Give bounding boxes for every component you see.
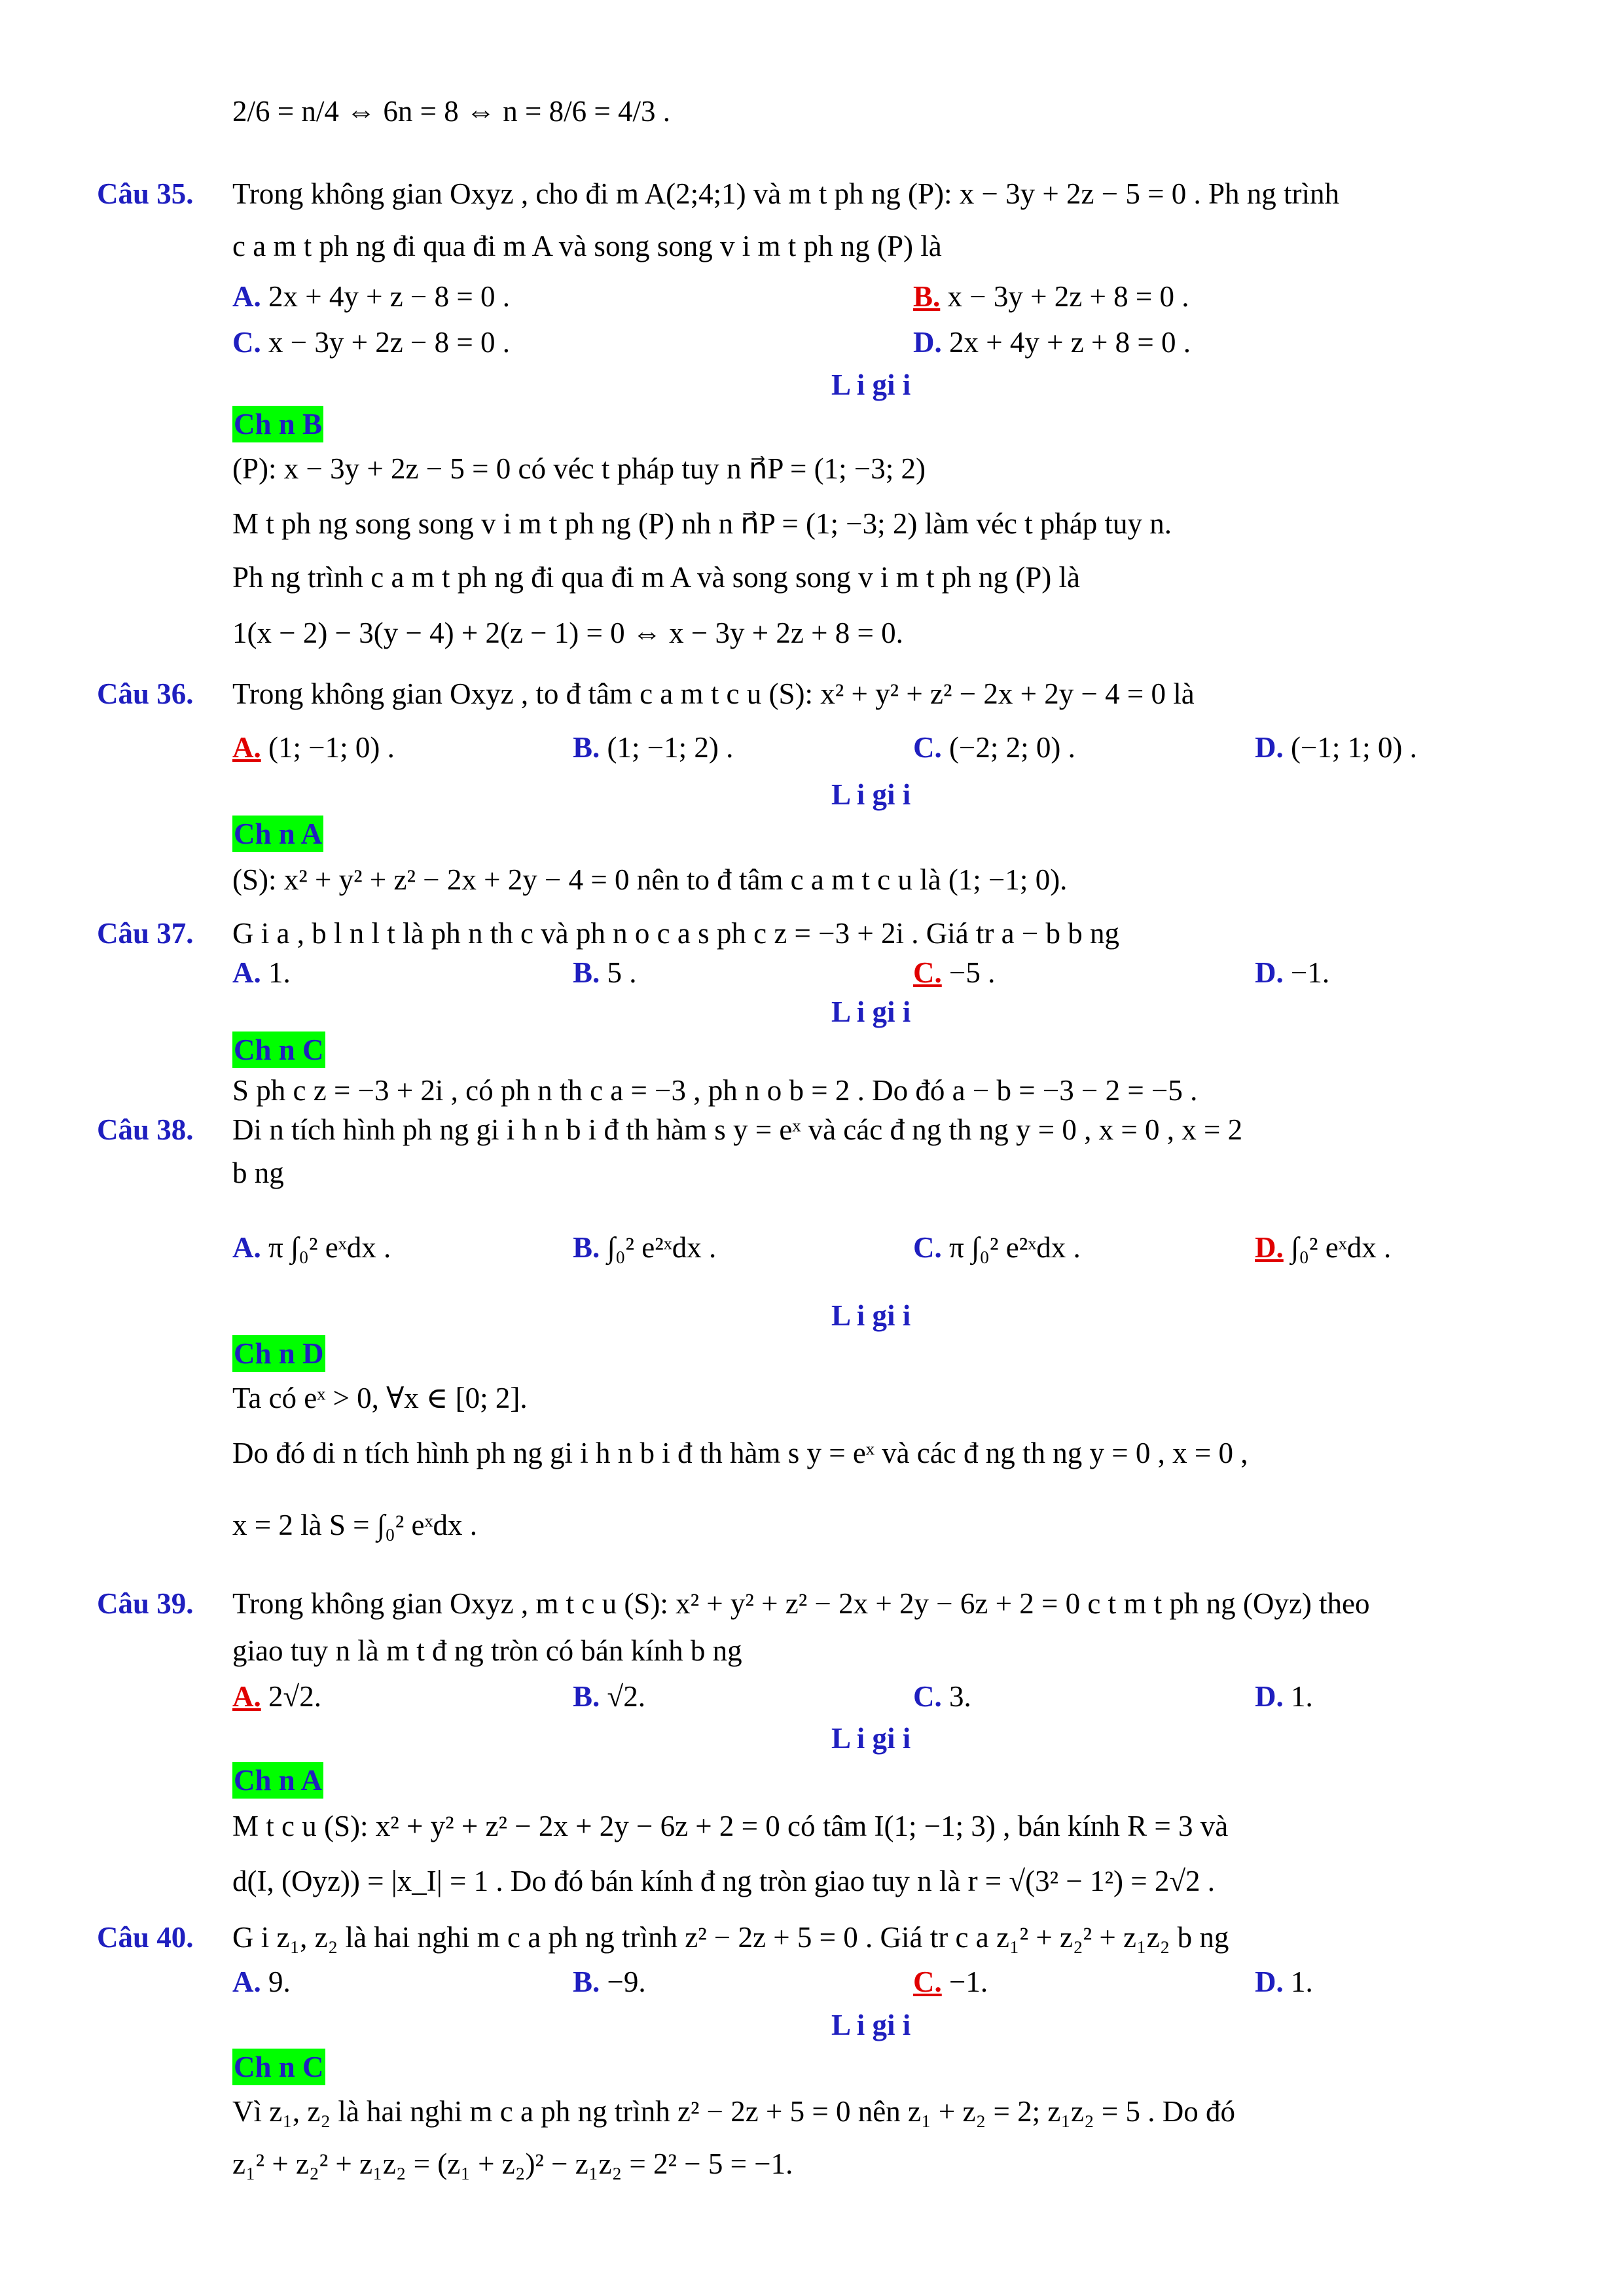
q40-option-c[interactable] (913, 1962, 988, 2001)
option-letter: A. (232, 731, 261, 764)
solution-36-line-1: (S): x² + y² + z² − 2x + 2y − 4 = 0 nên to đ tâm c a m t c u là (1; −1; 0). (232, 863, 1068, 896)
solution-39-line-1: M t c u (S): x² + y² + z² − 2x + 2y − 6z + 2 = 0 có tâm I(1; −1; 3) , bán kính R = 3 và (232, 1810, 1229, 1842)
option-letter: C. (913, 1680, 942, 1713)
option-text: ∫₀² eˣdx . (1283, 1231, 1392, 1264)
answer-badge-35: Ch n B (232, 406, 323, 442)
question-35-label: Câu 35. (97, 177, 194, 210)
option-text: 9. (261, 1965, 291, 1998)
option-letter: C. (913, 1231, 942, 1264)
q40-option-a[interactable] (232, 1962, 291, 2001)
solution-38-line-1: Ta có eˣ > 0, ∀x ∈ [0; 2]. (232, 1382, 528, 1414)
option-text: −5 . (941, 956, 996, 989)
q37-option-c[interactable] (913, 953, 995, 992)
option-letter: D. (913, 326, 942, 359)
option-text: 2√2. (261, 1680, 321, 1713)
option-text: −1. (1283, 956, 1330, 989)
solution-heading-40: L i gi i (831, 2009, 911, 2041)
solution-heading-39: L i gi i (831, 1722, 911, 1755)
option-text: (−2; 2; 0) . (941, 731, 1075, 764)
option-text: 1. (1283, 1965, 1313, 1998)
question-38-label: Câu 38. (97, 1113, 194, 1146)
option-text: (1; −1; 0) . (261, 731, 395, 764)
option-letter: B. (573, 956, 600, 989)
question-39-label: Câu 39. (97, 1587, 194, 1620)
option-letter: C. (232, 326, 261, 359)
solution-39-line-2: d(I, (Oyz)) = |x_I| = 1 . Do đó bán kính đ ng tròn giao tuy n là r = √(3² − 1²) = 2√2 . (232, 1865, 1216, 1897)
question-38-text-2: b ng (232, 1157, 284, 1189)
answer-badge-37: Ch n C (232, 1031, 325, 1068)
q37-option-b[interactable] (573, 953, 637, 992)
q35-option-a[interactable] (232, 277, 510, 316)
q38-option-b[interactable] (573, 1228, 716, 1267)
option-letter: A. (232, 1680, 261, 1713)
option-letter: C. (913, 956, 942, 989)
question-37-label: Câu 37. (97, 917, 194, 950)
option-text: π ∫₀² e²ˣdx . (941, 1231, 1081, 1264)
q35-option-c[interactable] (232, 323, 510, 362)
question-40-label: Câu 40. (97, 1921, 194, 1954)
solution-40-line-2: z₁² + z₂² + z₁z₂ = (z₁ + z₂)² − z₁z₂ = 2² − 5 = −1. (232, 2147, 793, 2180)
option-text: 3. (941, 1680, 971, 1713)
solution-38-line-3: x = 2 là S = ∫₀² eˣdx . (232, 1509, 477, 1541)
option-letter: C. (913, 731, 942, 764)
option-letter: A. (232, 1965, 261, 1998)
solution-heading-38: L i gi i (831, 1299, 911, 1332)
q38-option-a[interactable] (232, 1228, 391, 1267)
solution-35-line-1: (P): x − 3y + 2z − 5 = 0 có véc t pháp tuy n n⃗P = (1; −3; 2) (232, 452, 926, 485)
q36-option-c[interactable] (913, 728, 1075, 767)
question-36-text: Trong không gian Oxyz , to đ tâm c a m t c u (S): x² + y² + z² − 2x + 2y − 4 = 0 là (232, 677, 1195, 710)
option-text: 1. (1283, 1680, 1313, 1713)
answer-badge-36: Ch n A (232, 816, 323, 852)
option-letter: D. (1255, 1231, 1284, 1264)
option-text: (−1; 1; 0) . (1283, 731, 1417, 764)
question-39-text-2: giao tuy n là m t đ ng tròn có bán kính b ng (232, 1634, 742, 1667)
option-letter: B. (573, 1965, 600, 1998)
option-letter: D. (1255, 731, 1284, 764)
option-letter: B. (573, 731, 600, 764)
solution-heading-36: L i gi i (831, 778, 911, 811)
q38-option-d[interactable] (1255, 1228, 1391, 1267)
option-text: π ∫₀² eˣdx . (261, 1231, 391, 1264)
option-text: 5 . (600, 956, 637, 989)
question-37-text: G i a , b l n l t là ph n th c và ph n o c a s ph c z = −3 + 2i . Giá tr a − b b ng (232, 917, 1120, 950)
option-text: (1; −1; 2) . (600, 731, 734, 764)
solution-38-line-2: Do đó di n tích hình ph ng gi i h n b i đ th hàm s y = eˣ và các đ ng th ng y = 0 , x = 0 , (232, 1437, 1248, 1469)
solution-37-line-1: S ph c z = −3 + 2i , có ph n th c a = −3 , ph n o b = 2 . Do đó a − b = −3 − 2 = −5 . (232, 1074, 1198, 1107)
solution-heading-37: L i gi i (831, 996, 911, 1028)
answer-badge-38: Ch n D (232, 1335, 325, 1372)
option-text: x − 3y + 2z − 8 = 0 . (261, 326, 510, 359)
q36-option-a[interactable] (232, 728, 395, 767)
q39-option-d[interactable] (1255, 1677, 1313, 1716)
option-letter: A. (232, 956, 261, 989)
option-letter: D. (1255, 1680, 1284, 1713)
q35-option-b[interactable] (913, 277, 1189, 316)
option-text: 2x + 4y + z − 8 = 0 . (261, 280, 510, 313)
option-text: −9. (600, 1965, 646, 1998)
q39-option-a[interactable] (232, 1677, 321, 1716)
q39-option-b[interactable] (573, 1677, 645, 1716)
option-letter: B. (573, 1680, 600, 1713)
solution-40-line-1: Vì z₁, z₂ là hai nghi m c a ph ng trình z² − 2z + 5 = 0 nên z₁ + z₂ = 2; z₁z₂ = 5 . Do đó (232, 2095, 1236, 2128)
q38-option-c[interactable] (913, 1228, 1081, 1267)
option-text: x − 3y + 2z + 8 = 0 . (940, 280, 1189, 313)
q40-option-b[interactable] (573, 1962, 646, 2001)
q36-option-d[interactable] (1255, 728, 1417, 767)
question-35-text-2: c a m t ph ng đi qua đi m A và song song v i m t ph ng (P) là (232, 230, 942, 262)
option-letter: B. (913, 280, 941, 313)
q36-option-b[interactable] (573, 728, 733, 767)
question-40-text: G i z₁, z₂ là hai nghi m c a ph ng trình z² − 2z + 5 = 0 . Giá tr c a z₁² + z₂² + z₁z₂ b ng (232, 1921, 1229, 1954)
option-letter: A. (232, 1231, 261, 1264)
option-letter: D. (1255, 956, 1284, 989)
answer-badge-39: Ch n A (232, 1762, 323, 1799)
q35-option-d[interactable] (913, 323, 1191, 362)
option-letter: C. (913, 1965, 942, 1998)
question-36-label: Câu 36. (97, 677, 194, 710)
question-35-text-1: Trong không gian Oxyz , cho đi m A(2;4;1) và m t ph ng (P): x − 3y + 2z − 5 = 0 . Ph ng trình (232, 177, 1340, 210)
option-text: 2x + 4y + z + 8 = 0 . (941, 326, 1191, 359)
q40-option-d[interactable] (1255, 1962, 1313, 2001)
option-text: 1. (261, 956, 291, 989)
solution-35-line-4: 1(x − 2) − 3(y − 4) + 2(z − 1) = 0 ⇔ x − 3y + 2z + 8 = 0. (232, 617, 903, 649)
solution-35-line-3: Ph ng trình c a m t ph ng đi qua đi m A và song song v i m t ph ng (P) là (232, 561, 1080, 594)
fraction-equation: 2/6 = n/4 ⇔ 6n = 8 ⇔ n = 8/6 = 4/3 . (232, 95, 671, 128)
option-text: ∫₀² e²ˣdx . (600, 1231, 717, 1264)
q39-option-c[interactable] (913, 1677, 971, 1716)
option-text: √2. (600, 1680, 645, 1713)
option-text: −1. (941, 1965, 988, 1998)
question-38-text-1: Di n tích hình ph ng gi i h n b i đ th hàm s y = eˣ và các đ ng th ng y = 0 , x = 0 , x = 2 (232, 1113, 1243, 1146)
answer-badge-40: Ch n C (232, 2049, 325, 2085)
option-letter: A. (232, 280, 261, 313)
solution-35-line-2: M t ph ng song song v i m t ph ng (P) nh n n⃗P = (1; −3; 2) làm véc t pháp tuy n. (232, 507, 1172, 540)
solution-heading-35: L i gi i (831, 368, 911, 401)
option-letter: D. (1255, 1965, 1284, 1998)
question-39-text-1: Trong không gian Oxyz , m t c u (S): x² + y² + z² − 2x + 2y − 6z + 2 = 0 c t m t ph ng (Oyz) theo (232, 1587, 1370, 1620)
q37-option-a[interactable] (232, 953, 291, 992)
option-letter: B. (573, 1231, 600, 1264)
q37-option-d[interactable] (1255, 953, 1329, 992)
